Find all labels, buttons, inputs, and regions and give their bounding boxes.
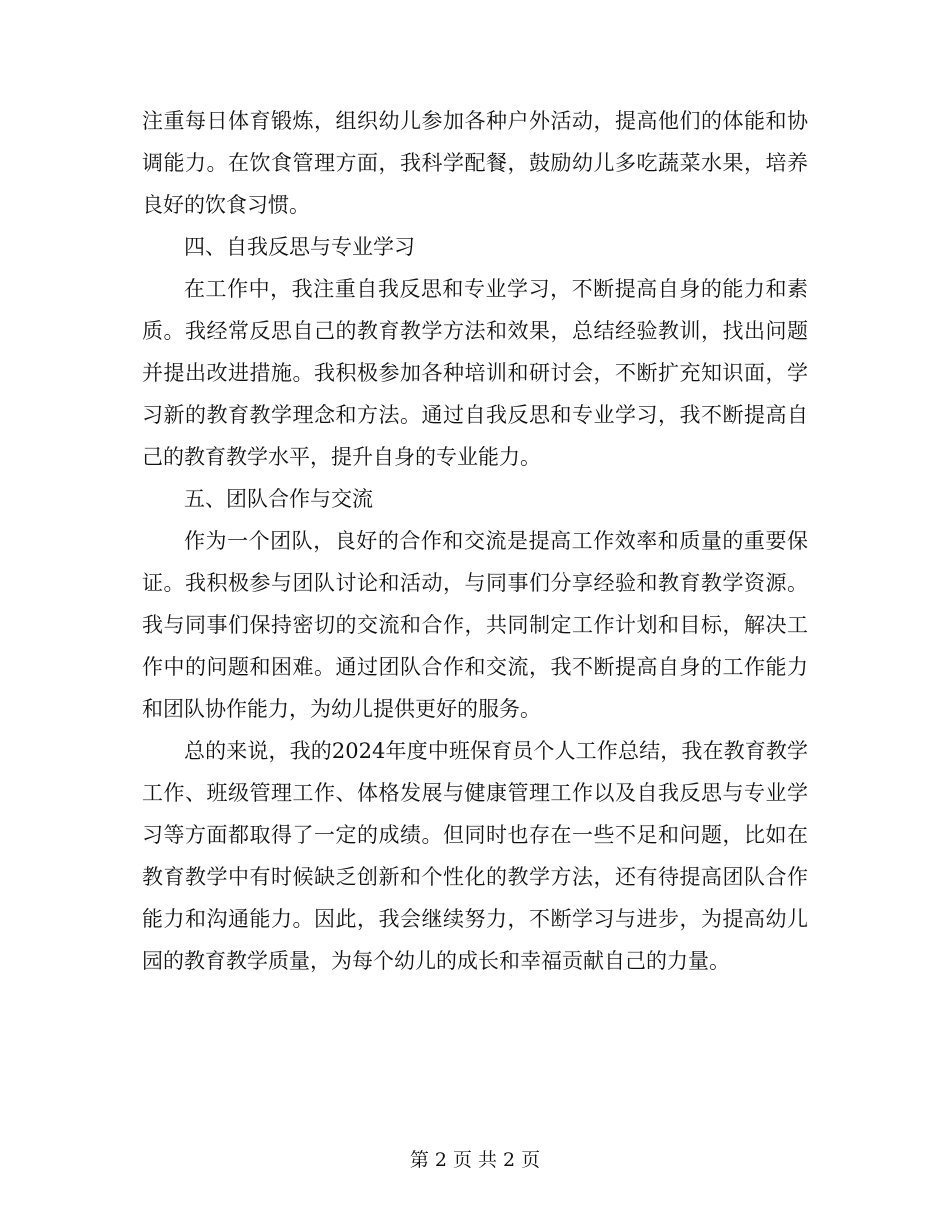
- paragraph-self-reflection: 在工作中，我注重自我反思和专业学习，不断提高自身的能力和素质。我经常反思自己的教育教学方法和效果，总结经验教训，找出问题并提出改进措施。我积极参加各种培训和研讨会，不断扩充知识面，学习新的教育教学理念和方法。通过自我反思和专业学习，我不断提高自己的教育教学水平，提升自身的专业能力。: [142, 277, 808, 469]
- paragraph-teamwork: 作为一个团队，良好的合作和交流是提高工作效率和质量的重要保证。我积极参与团队讨论和活动，与同事们分享经验和教育教学资源。我与同事们保持密切的交流和合作，共同制定工作计划和目标，解决工作中的问题和困难。通过团队合作和交流，我不断提高自身的工作能力和团队协作能力，为幼儿提供更好的服务。: [142, 529, 808, 721]
- section-heading-self-reflection: 四、自我反思与专业学习: [184, 235, 415, 259]
- paragraph-conclusion: 总的来说，我的2024年度中班保育员个人工作总结，我在教育教学工作、班级管理工作、体格发展与健康管理工作以及自我反思与专业学习等方面都取得了一定的成绩。但同时也存在一些不足和问题，比如在教育教学中有时候缺乏创新和个性化的教学方法，还有待提高团队合作能力和沟通能力。因此，我会继续努力，不断学习与进步，为提高幼儿园的教育教学质量，为每个幼儿的成长和幸福贡献自己的力量。: [142, 739, 808, 973]
- page-number-footer: 第 2 页 共 2 页: [409, 1149, 541, 1171]
- section-heading-teamwork: 五、团队合作与交流: [184, 487, 373, 511]
- document-body: [142, 100, 808, 982]
- paragraph-continuation: 注重每日体育锻炼，组织幼儿参加各种户外活动，提高他们的体能和协调能力。在饮食管理方面，我科学配餐，鼓励幼儿多吃蔬菜水果，培养良好的饮食习惯。: [142, 109, 808, 217]
